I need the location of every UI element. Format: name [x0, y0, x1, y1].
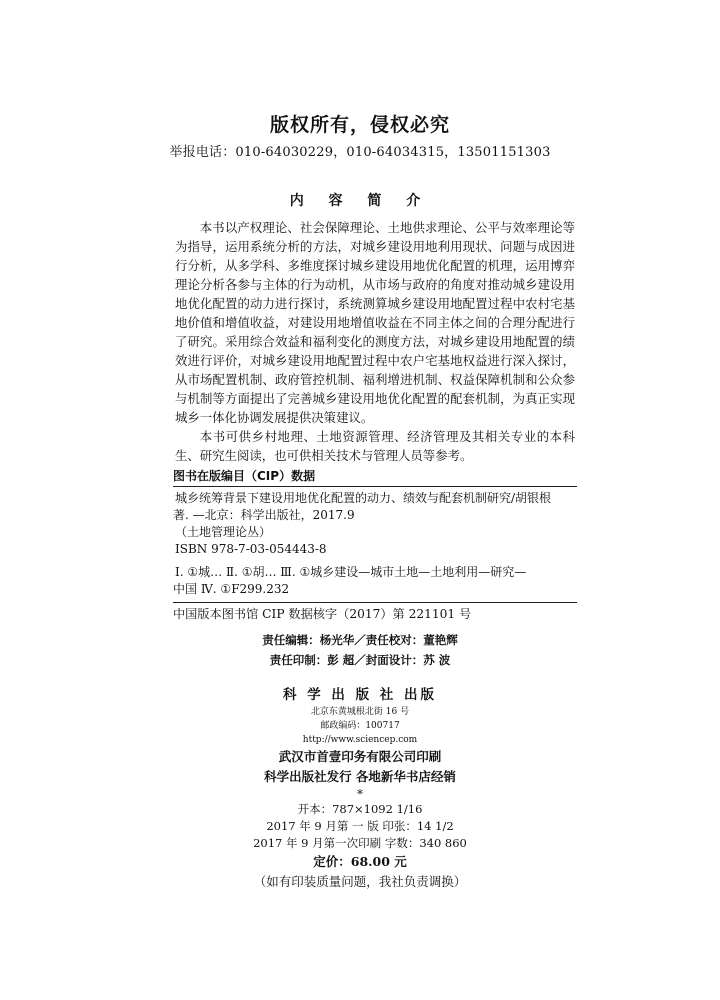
printer: 武汉市首壹印务有限公司印刷	[278, 749, 442, 764]
distribution: 科学出版社发行 各地新华书店经销	[264, 769, 456, 784]
publisher-postcode: 邮政编码：100717	[320, 721, 400, 731]
publisher-name: 科 学 出 版 社 出版	[283, 687, 437, 703]
publisher-address: 北京东黄城根北街 16 号	[310, 707, 410, 717]
cip-check-number: 中国版本图书馆 CIP 数据核字（2017）第 221101 号	[173, 607, 472, 621]
cip-title-line: 城乡统筹背景下建设用地优化配置的动力、绩效与配套机制研究/胡银根	[175, 491, 552, 505]
cip-entry	[173, 487, 577, 603]
cip-heading: 图书在版编目（CIP）数据	[173, 468, 577, 487]
editors-line: 责任编辑：杨光华／责任校对：董艳辉	[262, 633, 458, 647]
summary-paragraph: 本书可供乡村地理、土地资源管理、经济管理及其相关专业的本科生、研究生阅读，也可供相关技术与管理人员等参考。	[175, 429, 575, 463]
book-format: 开本：787×1092 1/16	[297, 802, 423, 816]
copyright-title: 版权所有，侵权必究	[269, 114, 450, 136]
cip-series: （土地管理论丛）	[175, 525, 272, 539]
summary-heading: 内 容 简 介	[289, 193, 431, 209]
separator-star: *	[357, 787, 363, 801]
publisher-info	[0, 685, 720, 892]
cip-classification: Ⅰ. ①城… Ⅱ. ①胡… Ⅲ. ①城乡建设—城市土地—土地利用—研究—	[175, 565, 527, 579]
book-printing: 2017 年 9 月第一次印刷 字数：340 860	[253, 836, 467, 850]
book-price: 定价：68.00 元	[313, 854, 407, 869]
report-phone: 举报电话：010-64030229，010-64034315，13501151303	[169, 145, 551, 160]
book-edition: 2017 年 9 月第 一 版 印张：14 1/2	[266, 819, 454, 833]
summary-paragraph: 本书以产权理论、社会保障理论、土地供求理论、公平与效率理论等为指导，运用系统分析的方法，对城乡建设用地利用现状、问题与成因进行分析，从多学科、多维度探讨城乡建设用地优化配置的机理，运用博弈理论分析各参与主体的行为动机，从市场与政府的角度对推动城乡建设用地优化配置的动力进行探讨，系统测算城乡建设用地配置过程中农村宅基地价值和增值收益，对建设用地增值收益在不同主体之间的合理分配进行了研究。采用综合效益和福利变化的测度方法，对城乡建设用地配置的绩效进行评价，对城乡建设用地配置过程中农户宅基地权益进行深入探讨，从市场配置机制、政府管控机制、福利增进机制、权益保障机制和公众参与机制等方面提出了完善城乡建设用地优化配置的配套机制，为真正实现城乡一体化协调发展提供决策建议。	[175, 220, 575, 425]
cip-isbn: ISBN 978-7-03-054443-8	[175, 542, 327, 556]
editors	[0, 630, 720, 670]
cip-block	[173, 468, 577, 623]
summary-text	[175, 218, 575, 465]
publisher-website: http://www.sciencep.com	[302, 735, 418, 745]
cip-author-line: 著. —北京：科学出版社，2017.9	[173, 508, 355, 522]
cip-classification-cont: 中国 Ⅳ. ①F299.232	[173, 582, 290, 596]
quality-notice: （如有印装质量问题，我社负责调换）	[253, 874, 467, 889]
editors-line: 责任印制：彭 超／封面设计：苏 波	[269, 653, 451, 667]
